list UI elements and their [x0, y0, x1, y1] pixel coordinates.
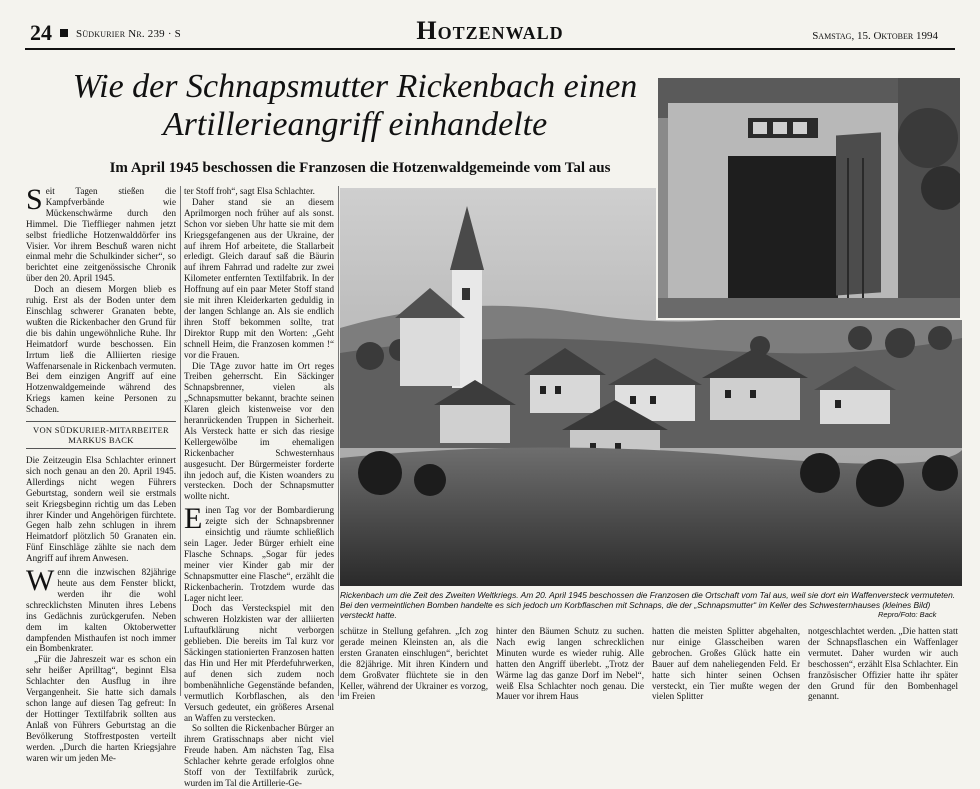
- article-column-3: [340, 626, 488, 702]
- header-rule: [25, 48, 955, 50]
- paragraph: Einen Tag vor der Bombardierung zeigte sich der Schnapsbrenner einsichtig und räumte schließlich sein Lager. Jeder Bürger erhielt eine Flasche Schnaps. „Sogar für jedes meiner vier Kinder gab mir der Schnapsmutter eine Flasche“, erzählt die Rickenbacherin. Trotzdem wurde das Lager nicht leer.: [184, 502, 334, 603]
- paragraph: Doch an diesem Morgen blieb es ruhig. Erst als der Boden unter dem Einschlag schwerer Granaten bebte, wußten die Rickenbacher den Grund für die bis dahin ungewöhnliche Ruhe. Ihr Heimatdorf wurde beschossen. Ein Irrtum ließ die Alliierten riesige Waffenarsenale in Rickenbach vermuten. Bei dem einzigen Angriff auf eine Hotzenwaldgemeinde während des Kriegs kamen keine Personen zu Schaden.: [26, 284, 176, 415]
- subheadline: Im April 1945 beschossen die Franzosen die Hotzenwaldgemeinde vom Tal aus: [109, 160, 611, 176]
- photo-credit: Repro/Foto: Back: [878, 610, 937, 619]
- drop-cap: W: [26, 564, 55, 598]
- paragraph: schütze in Stellung gefahren. „Ich zog gerade meinen Kleinsten an, als die ersten Granaten einschlugen“, berichtet die 82jährige. Mit ihren Kindern und dem Großvater flüchtete sie in den Keller, während der Ukrainer es vorzog, im Freien: [340, 626, 488, 702]
- cellar-photo-image: [658, 78, 960, 318]
- issue-date: Samstag, 15. Oktober 1994: [812, 30, 938, 42]
- drop-cap: S: [26, 183, 43, 216]
- paragraph: ter Stoff froh“, sagt Elsa Schlachter.: [184, 186, 315, 196]
- cellar-photo: [656, 76, 962, 320]
- paragraph: So sollten die Rickenbacher Bürger an ihrem Gratisschnaps aber nicht viel Freude haben. Am nächsten Tag, Elsa Schlacher kehrte gerade erfolglos ohne Stoff von der Textilfabrik zurück, wurden im Tal die Artillerie-Ge-: [184, 723, 334, 788]
- paragraph: Seit Tagen stießen die Kampfverbände wie Mückenschwärme durch den Himmel. Die Tiefflieger nahmen jetzt selbst friedliche Hotzenwalddörfer ins Visier. Vor ihrem Beschuß waren nicht einmal mehr die Schulkinder sicher“, so berichtet eine zeitgenössische Chronik über den 20. April 1945.: [26, 183, 176, 284]
- column-divider: [180, 186, 181, 696]
- paragraph: notgeschlachtet werden. „Die hatten statt der Schnapsflaschen ein Waffenlager vermutet. Daher wurden wir auch beschossen“, erzählt Elsa Schlachter. Ein französischer Offizier hatte ihr später den Grund für den Bombenhagel genannt.: [808, 626, 958, 702]
- drop-cap: E: [184, 502, 203, 536]
- paragraph: Die TAge zuvor hatte im Ort reges Treiben geherrscht. Ein Säckinger Schnapsbrenner, vielen als „Schnapsmutter bekannt, brachte seinen Klaren gleich kistenweise vor den heranrückenden Truppen in Sicherheit. Als Versteck hatte er sich das riesige Kellergewölbe im ehemaligen Rickenbacher Schwesternhaus ausgesucht. Der Bürgermeister forderte ihn jedoch auf, die Kisten woanders zu verstecken. Doch der Schnapsmutter wollte nicht.: [184, 360, 334, 502]
- paragraph: hinter den Bäumen Schutz zu suchen. Nach ewig langen schrecklichen Minuten wurde es wieder ruhig. Alle hatten den Angriff überlebt. „Trotz der Wärme lag das ganze Dorf im Nebel“, weiß Elsa Schlachter noch genau. Die Mauer vor ihrem Haus: [496, 626, 644, 702]
- article-column-2: [184, 186, 334, 789]
- page-number: 24: [30, 20, 52, 45]
- article-column-6: [808, 626, 958, 702]
- paragraph: Wenn die inzwischen 82jährige heute aus dem Fenster blickt, werden ihr die wohl schrecklichsten Minuten ihres Lebens ins Gedächnis zurückgerufen. Neben dem im kalten Oktoberwetter dampfenden Misthaufen ist noch immer ein Bombenkrater.: [26, 564, 176, 654]
- headline: Wie der Schnapsmutter Rickenbach einen Artillerieangriff einhandelte: [72, 68, 638, 143]
- page-header: [0, 0, 980, 50]
- paragraph: Doch das Versteckspiel mit den schweren Holzkisten war der alliierten Luftaufklärung nicht verborgen geblieben. Die bereits im Tal kurz vor Säckingen stationierten Franzosen hatten das Hin und Her mit Pferdefuhrwerken, auf denen sich zudem noch bombenähnliche Gegenstände befanden, vermutlich Korbflaschen, als den Versuch gedeutet, ein größeres Arsenal an Waffen zu verstecken.: [184, 603, 334, 723]
- paragraph: Die Zeitzeugin Elsa Schlachter erinnert sich noch genau an den 20. April 1945. Allerdings nicht wegen Führers Geburtstag, sondern weil sie erstmals seit Kriegsbeginn richtig um das Leben ihrer Kinder und Angehörigen fürchtete. Gegen halb zehn schlugen in ihrem Heimatdorf plötzlich 50 Granaten ein. Fünf Einschläge zählte sie nach dem Angriff auf ihrem Anwesen.: [26, 455, 176, 564]
- paragraph: Daher stand sie an diesem Aprilmorgen noch früher auf als sonst. Schon vor sieben Uhr hatte sie mit dem Kriegsgefangenen aus der Ukraine, der auf ihrem Hof arbeitete, die Stallarbeit erledigt. Gleich darauf saß die Bäurin auf ihrem Fahrrad und radelte zur zwei Kilometer entfernten Textilfabrik. In der Hoffnung auf ein paar Meter Stoff stand sie mit ihren Kleiderkarten geduldig in der langen Schlange an. Als sie endlich ihren Stoff bekommen sollte, trat Direktor Rupp mit den Worten: „Geht schnell Heim, die Franzosen kommen !“ vor die Frauen.: [184, 196, 334, 360]
- paragraph: „Für die Jahreszeit war es schon ein sehr heißer Aprilltag“, beginnt Elsa Schlachter den Ausflug in ihre Vergangenheit. Sie hatte sich damals schon lange auf diesen Tag gefreut: In der Hottinger Textilfabrik sollten aus Anlaß von Führers Geburtstag an die Bevölkerung Stoffrestposten verteilt werden. „Durch die harten Kriegsjahre waren wir um jeden Me-: [26, 654, 176, 763]
- article-column-1: [26, 183, 176, 763]
- section-title: Hotzenwald: [416, 16, 564, 45]
- article-column-4: [496, 626, 644, 702]
- edition-info: Südkurier Nr. 239 · S: [76, 28, 181, 40]
- article-column-5: [652, 626, 800, 702]
- byline: VON SÜDKURIER-MITARBEITER MARKUS BACK: [26, 421, 176, 449]
- paragraph: hatten die meisten Splitter abgehalten, nur einige Glasscheiben waren gebrochen. Großes Glück hatte ein Bauer auf dem naheliegenden Feld. Er hatte sich hinter seinen Ochsen versteckt, ein Tier mußte wegen der vielen Splitter: [652, 626, 800, 702]
- photo-caption: Rickenbach um die Zeit des Zweiten Weltkriegs. Am 20. April 1945 beschossen die Franzosen die Ortschaft vom Tal aus, weil sie dort ein Waffenversteck vermuteten. Bei den vermeintlichen Bomben handelte es sich jedoch um Korbflaschen mit Schnaps, die der „Schnapsmutter“ im Keller des Schwesternhauses (kleines Bild) versteckt hatte.: [340, 590, 956, 620]
- column-divider: [338, 186, 339, 696]
